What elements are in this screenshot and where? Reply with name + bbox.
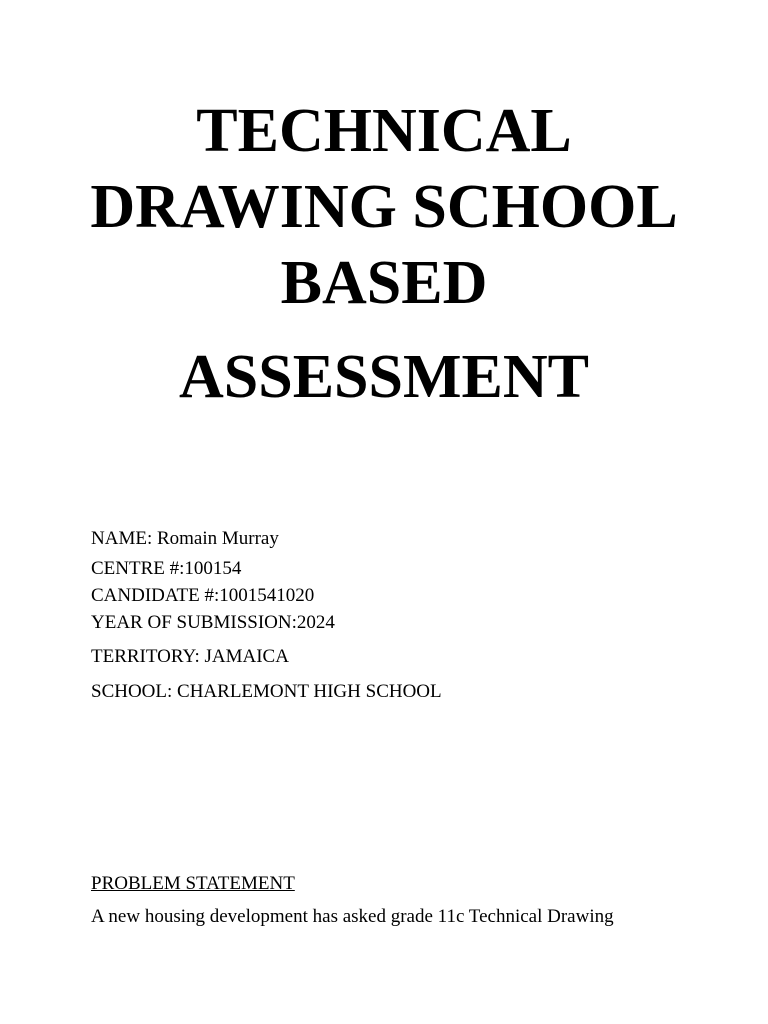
year-of-submission: YEAR OF SUBMISSION:2024 bbox=[91, 612, 335, 633]
problem-statement-heading: PROBLEM STATEMENT bbox=[91, 873, 295, 894]
territory: TERRITORY: JAMAICA bbox=[91, 646, 289, 667]
title-line-3: BASED bbox=[280, 249, 488, 317]
title-line-1: TECHNICAL bbox=[196, 97, 572, 165]
centre-number: CENTRE #:100154 bbox=[91, 558, 242, 579]
candidate-number: CANDIDATE #:1001541020 bbox=[91, 585, 315, 606]
candidate-name: NAME: Romain Murray bbox=[91, 528, 279, 549]
title-line-2: DRAWING SCHOOL bbox=[90, 173, 678, 241]
problem-statement-text: A new housing development has asked grade 11c Technical Drawing bbox=[91, 906, 614, 927]
school-name: SCHOOL: CHARLEMONT HIGH SCHOOL bbox=[91, 681, 442, 702]
title-line-4: ASSESSMENT bbox=[178, 343, 590, 411]
